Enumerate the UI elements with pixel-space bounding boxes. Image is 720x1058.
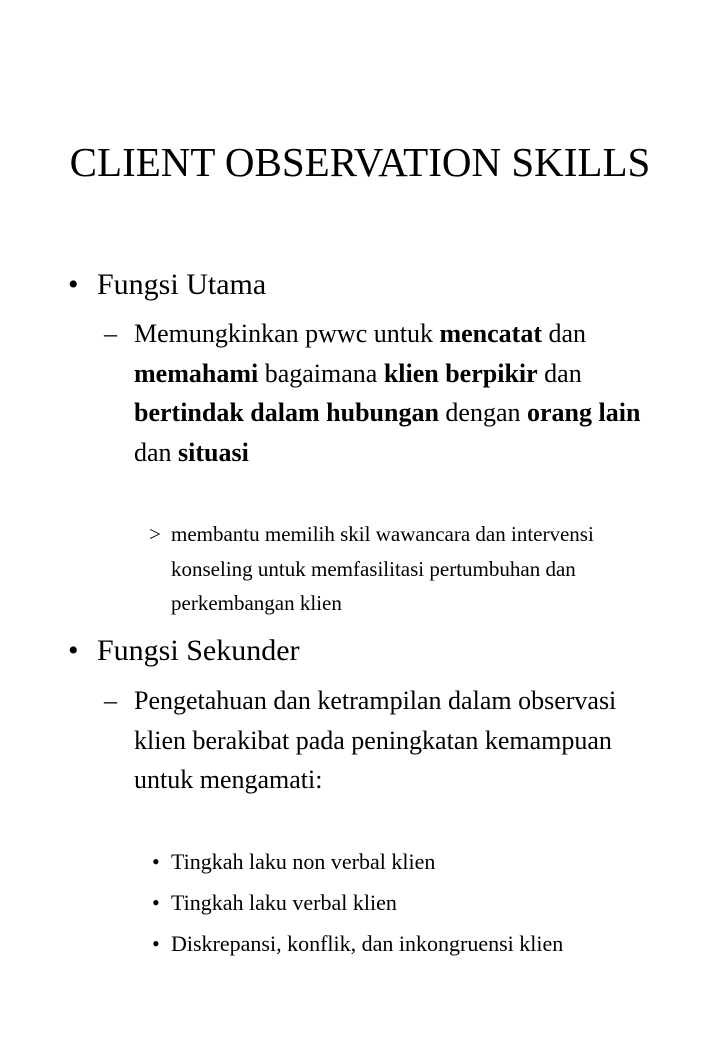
arrow-marker-icon: > [149, 522, 161, 546]
list-item-text: Tingkah laku verbal klien [171, 890, 397, 915]
bullet-dot-icon: • [152, 890, 160, 915]
bold-term: orang lain [527, 398, 641, 427]
bold-term: bertindak dalam hubungan [134, 398, 439, 427]
bullet-heading: Fungsi Utama [97, 268, 267, 301]
list-item-text: Diskrepansi, konflik, dan inkongruensi klien [171, 931, 564, 956]
bullet-dot-icon: • [68, 634, 79, 667]
sub-bullet-pengetahuan [104, 681, 634, 800]
bold-term: situasi [178, 437, 249, 467]
text-part: dan [537, 358, 582, 388]
bold-term: klien berpikir [383, 358, 538, 388]
text-part: dan [541, 319, 587, 348]
list-item [152, 886, 691, 919]
bullet-dot-icon: • [152, 849, 160, 874]
detail-membantu [149, 517, 641, 621]
list-item [152, 845, 691, 878]
bullet-dot-icon: • [152, 931, 160, 956]
list-item-text: Tingkah laku non verbal klien [171, 849, 436, 874]
bullet-heading: Fungsi Sekunder [97, 634, 300, 667]
dash-icon: – [104, 686, 117, 715]
sub-bullet-memungkinkan [104, 314, 674, 472]
text-part: dengan [438, 398, 527, 427]
bold-term: mencatat [439, 319, 542, 348]
text-part: dan [134, 437, 179, 467]
sub-text: Pengetahuan dan ketrampilan dalam observasi klien berakibat pada peningkatan kemampuan untuk mengamati: [134, 686, 617, 794]
detail-text: membantu memilih skil wawancara dan intervensi konseling untuk memfasilitasi pertumbuhan dan perkembangan klien [171, 522, 594, 615]
bullet-fungsi-utama [68, 266, 267, 304]
list-item [152, 927, 626, 960]
text-part: bagaimana [258, 358, 384, 388]
slide-title: CLIENT OBSERVATION SKILLS [69, 139, 651, 185]
bullet-fungsi-sekunder [68, 632, 300, 670]
text-part: Memungkinkan pwwc untuk [134, 319, 440, 348]
bullet-dot-icon: • [68, 268, 79, 301]
bold-term: memahami [134, 358, 259, 388]
dash-icon: – [104, 319, 117, 348]
